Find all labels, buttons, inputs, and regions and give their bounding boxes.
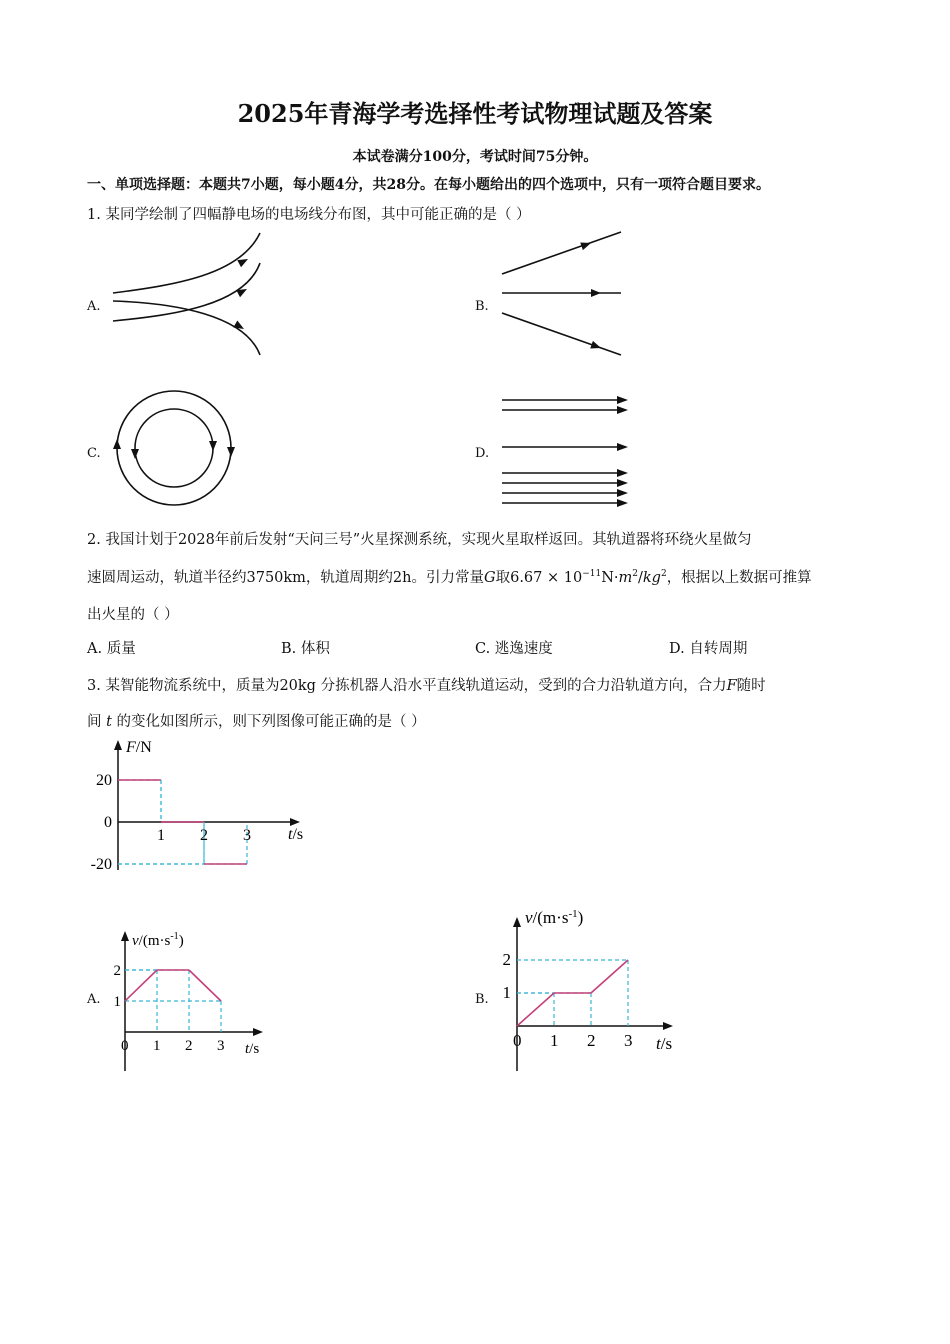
data-segment [189, 970, 221, 1001]
q2-choice-d: D. 自转周期 [669, 641, 748, 657]
x-axis-arrow [253, 1028, 263, 1036]
y-tick-label: 2 [502, 950, 511, 969]
y-tick-label: 20 [96, 772, 112, 789]
x-tick-label: 1 [550, 1031, 559, 1050]
field-line-upper [502, 232, 621, 274]
q2-text-end: ，根据以上数据可推算 [666, 570, 812, 586]
q2-choice-c: C. 逃逸速度 [475, 641, 553, 657]
exam-info: 本试卷满分100分，考试时间75分钟。 [352, 149, 598, 165]
x-axis-label: t/s [288, 826, 304, 843]
option-a-velocity-graph [105, 925, 275, 1075]
x-tick-label: 1 [157, 827, 165, 844]
q2-choice-b: B. 体积 [281, 641, 330, 657]
arrowhead [617, 489, 628, 497]
q3-option-a-label: A. [87, 992, 101, 1007]
q1-option-d-label: D. [475, 446, 490, 461]
q3-text: 间 [87, 714, 107, 730]
arrowhead [617, 469, 628, 477]
arrowhead [209, 441, 217, 451]
x-tick-label: 3 [217, 1038, 225, 1054]
y-tick-label: 1 [113, 994, 121, 1010]
arrowhead [580, 239, 592, 250]
q1-option-d-figure [495, 390, 635, 510]
field-line-inner-circle [135, 409, 213, 487]
y-axis-arrow [513, 917, 521, 927]
question-2-line-3: 出火星的（ ） [87, 607, 179, 623]
q2-unit-m-exp: 2 [632, 569, 638, 580]
q2-text: 速圆周运动，轨道半径约3750km，轨道周期约2h。引力常量 [87, 570, 484, 586]
field-line-lower [502, 313, 621, 355]
page-title: 2025年青海学考选择性考试物理试题及答案 [237, 99, 713, 128]
q2-unit-kg: kg [642, 570, 661, 586]
y-axis-arrow [121, 931, 129, 941]
q1-option-b-figure [495, 225, 630, 360]
time-symbol: t [106, 714, 112, 730]
q2-unit-slash: / [637, 570, 643, 586]
q3-option-b-label: B. [475, 992, 489, 1007]
q3-text-end: 的变化如图所示，则下列图像可能正确的是（ ） [111, 714, 426, 730]
y-axis-label: $v/(m\cdot s^{-1})$ [132, 931, 184, 949]
q2-exponent: −11 [582, 569, 602, 580]
q3-text-end: 随时 [736, 678, 766, 694]
y-axis-label: F/N [126, 739, 152, 756]
x-tick-label: 2 [587, 1031, 596, 1050]
arrowhead [227, 447, 235, 457]
q2-unit-m: m [618, 570, 633, 586]
question-3-line-1 [87, 674, 766, 695]
arrowhead [131, 449, 139, 459]
x-axis-label: t/s [245, 1041, 260, 1057]
question-1-text: 1. 某同学绘制了四幅静电场的电场线分布图，其中可能正确的是（ ） [87, 207, 531, 223]
q2-value: 取6.67 × 10 [495, 570, 583, 586]
gravitational-constant-symbol: G [484, 570, 496, 586]
q1-option-c-label: C. [87, 446, 101, 461]
data-segment [591, 960, 628, 993]
x-tick-label: 1 [153, 1038, 161, 1054]
q2-choice-a: A. 质量 [87, 641, 136, 657]
force-time-graph [82, 736, 322, 876]
y-axis-label: $v/(m\cdot s^{-1})$ [525, 908, 584, 927]
arrowhead [617, 396, 628, 404]
q2-unit-kg-exp: 2 [660, 569, 667, 580]
x-tick-label: 3 [624, 1031, 633, 1050]
x-tick-label: 3 [243, 827, 251, 844]
x-tick-label: 0 [513, 1031, 522, 1050]
y-axis-arrow [114, 740, 122, 750]
arrowhead [617, 443, 628, 451]
arrowhead [617, 479, 628, 487]
y-tick-label: -20 [90, 856, 112, 873]
x-axis-arrow [663, 1022, 673, 1030]
x-axis-arrow [290, 818, 300, 826]
arrowhead [617, 499, 628, 507]
y-tick-label: 0 [104, 814, 112, 831]
question-3-line-2 [87, 710, 426, 731]
q2-unit: N· [601, 570, 619, 586]
x-axis-label: t/s [656, 1034, 673, 1053]
q1-option-c-figure [110, 385, 245, 515]
arrowhead [591, 289, 601, 297]
option-b-velocity-graph [495, 905, 685, 1075]
q1-option-a-label: A. [87, 299, 101, 314]
y-tick-label: 2 [113, 963, 121, 979]
x-tick-label: 2 [200, 827, 208, 844]
data-segment [125, 970, 157, 1001]
q1-option-a-figure [105, 225, 275, 360]
q1-option-b-label: B. [475, 299, 489, 314]
q3-text: 3. 某智能物流系统中，质量为20kg 分拣机器人沿水平直线轨道运动，受到的合力沿轨道方向，合力 [87, 678, 727, 694]
arrowhead [113, 439, 121, 449]
x-tick-label: 0 [121, 1038, 129, 1054]
data-segment [517, 993, 554, 1026]
x-tick-label: 2 [185, 1038, 193, 1054]
question-2-line-2 [87, 566, 812, 587]
section-heading: 一、单项选择题：本题共7小题，每小题4分，共28分。在每小题给出的四个选项中，只有一项符合题目要求。 [87, 177, 770, 193]
question-2-line-1: 2. 我国计划于2028年前后发射“天问三号”火星探测系统，实现火星取样返回。其轨道器将环绕火星做匀 [87, 532, 752, 548]
arrowhead [590, 341, 602, 352]
y-tick-label: 1 [502, 983, 511, 1002]
field-line-1 [113, 233, 260, 293]
arrowhead [617, 406, 628, 414]
force-symbol: F [726, 678, 737, 694]
